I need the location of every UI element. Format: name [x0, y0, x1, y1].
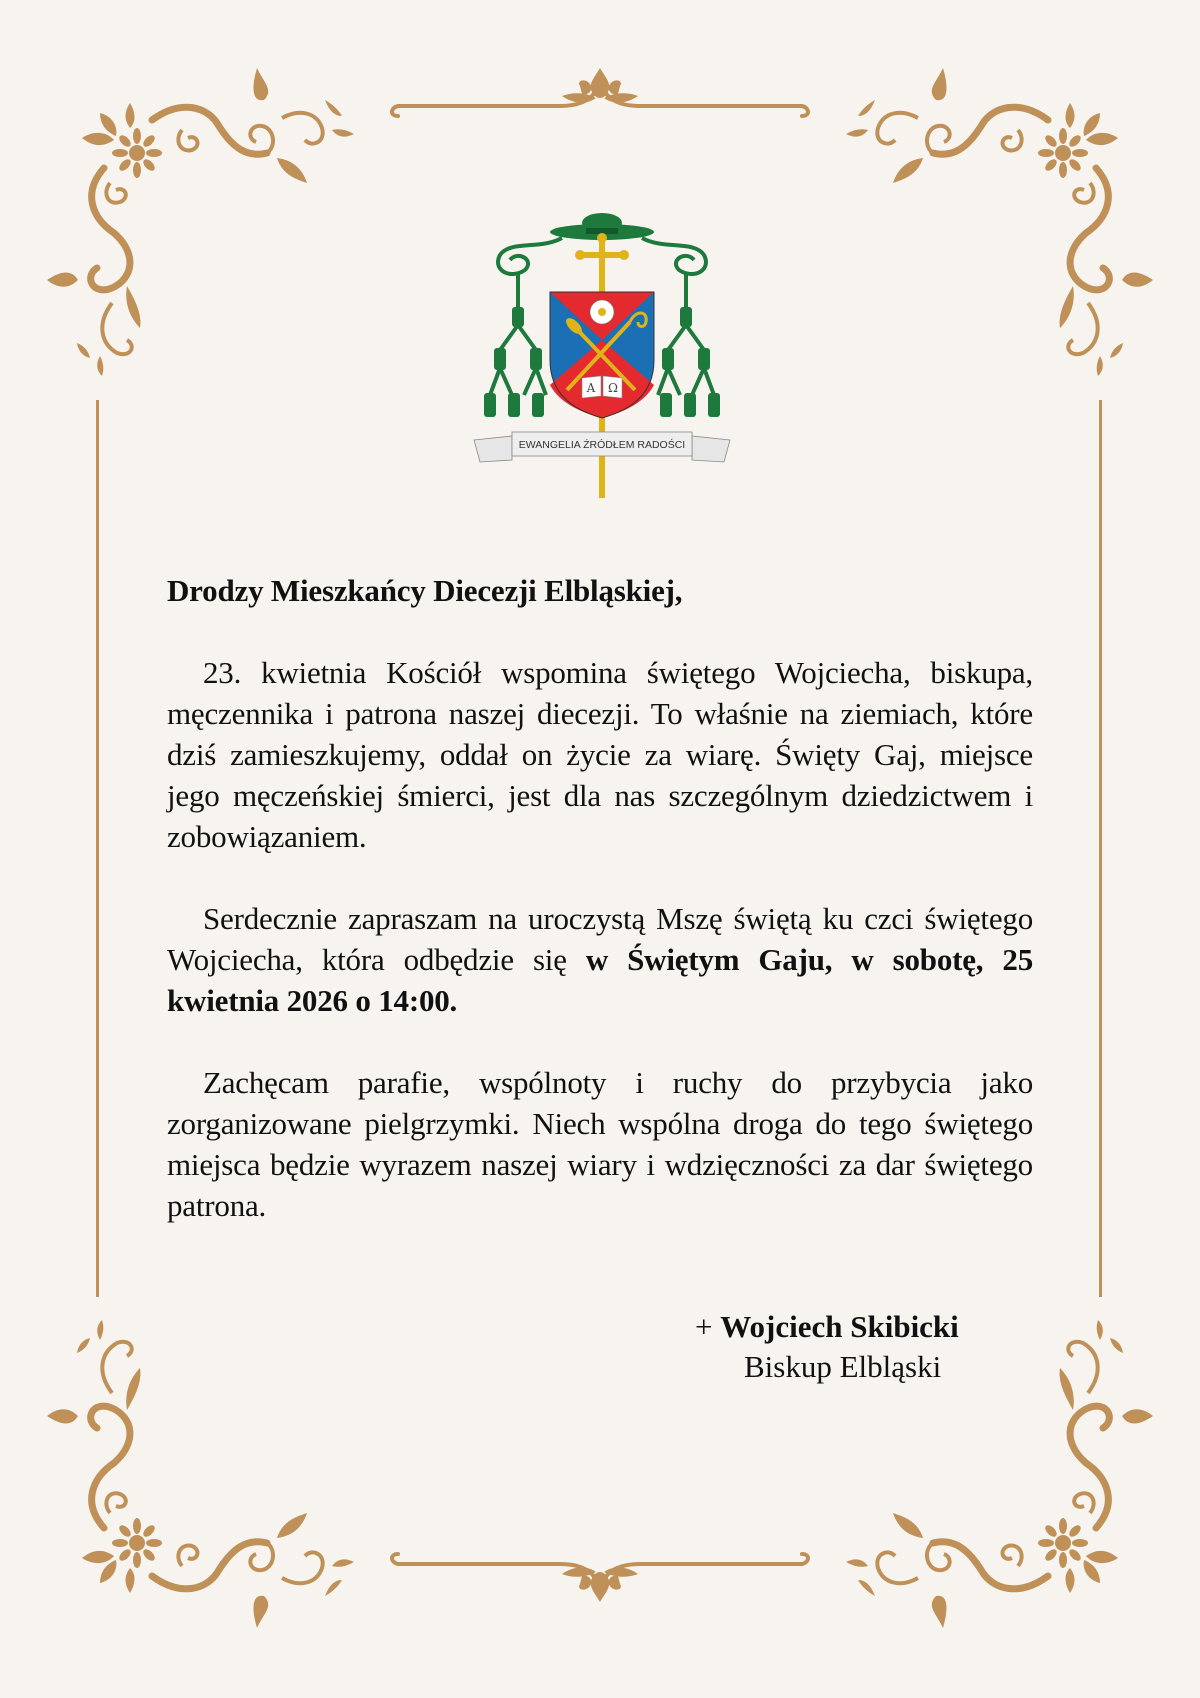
paragraph-2 [167, 898, 1033, 1021]
motto-text: EWANGELIA ŹRÓDŁEM RADOŚCI [518, 439, 686, 451]
signatory-name: Wojciech Skibicki [720, 1309, 959, 1344]
event-details: w Świętym Gaju, w sobotę, 25 kwietnia 2026 o 14:00. [167, 942, 1034, 1018]
corner-ornament-top-right [838, 58, 1158, 378]
bottom-center-divider [380, 1540, 820, 1610]
rose-icon [590, 300, 614, 324]
letter-body [167, 570, 1033, 1267]
corner-ornament-bottom-left [42, 1318, 362, 1638]
left-border-line [96, 400, 99, 1297]
svg-text:Α: Α [586, 381, 596, 395]
top-center-divider [380, 60, 820, 130]
paragraph-1: 23. kwietnia Kościół wspomina świętego Wojciecha, biskupa, męczennika i patrona naszej diecezji. To właśnie na ziemiach, które dziś zamieszkujemy, oddał on życie za wiarę. Święty Gaj, miejsce jego męczeńskiej śmierci, jest dla nas szczególnym dziedzictwem i zobowiązaniem. [167, 655, 1033, 854]
paragraph-3: Zachęcam parafie, wspólnoty i ruchy do przybycia jako zorganizowane pielgrzymki. Niech wspólna droga do tego świętego miejsca będzie wyrazem naszej wiary i wdzięczności za dar świętego patrona. [167, 1065, 1033, 1223]
greeting: Drodzy Mieszkańcy Diecezji Elbląskiej, [167, 573, 683, 608]
corner-ornament-top-left [42, 58, 362, 378]
bishop-coat-of-arms [470, 210, 740, 505]
right-border-line [1099, 400, 1102, 1297]
shield-icon [550, 292, 654, 418]
signatory-title: Biskup Elbląski [744, 1349, 942, 1384]
signature-block [695, 1307, 1015, 1387]
paragraph-2-text: Serdecznie zapraszam na uroczystą Mszę świętą ku czci świętego Wojciecha, która odbędzie się [167, 901, 1033, 977]
svg-text:Ω: Ω [608, 381, 618, 395]
cross-prefix: + [695, 1309, 721, 1344]
